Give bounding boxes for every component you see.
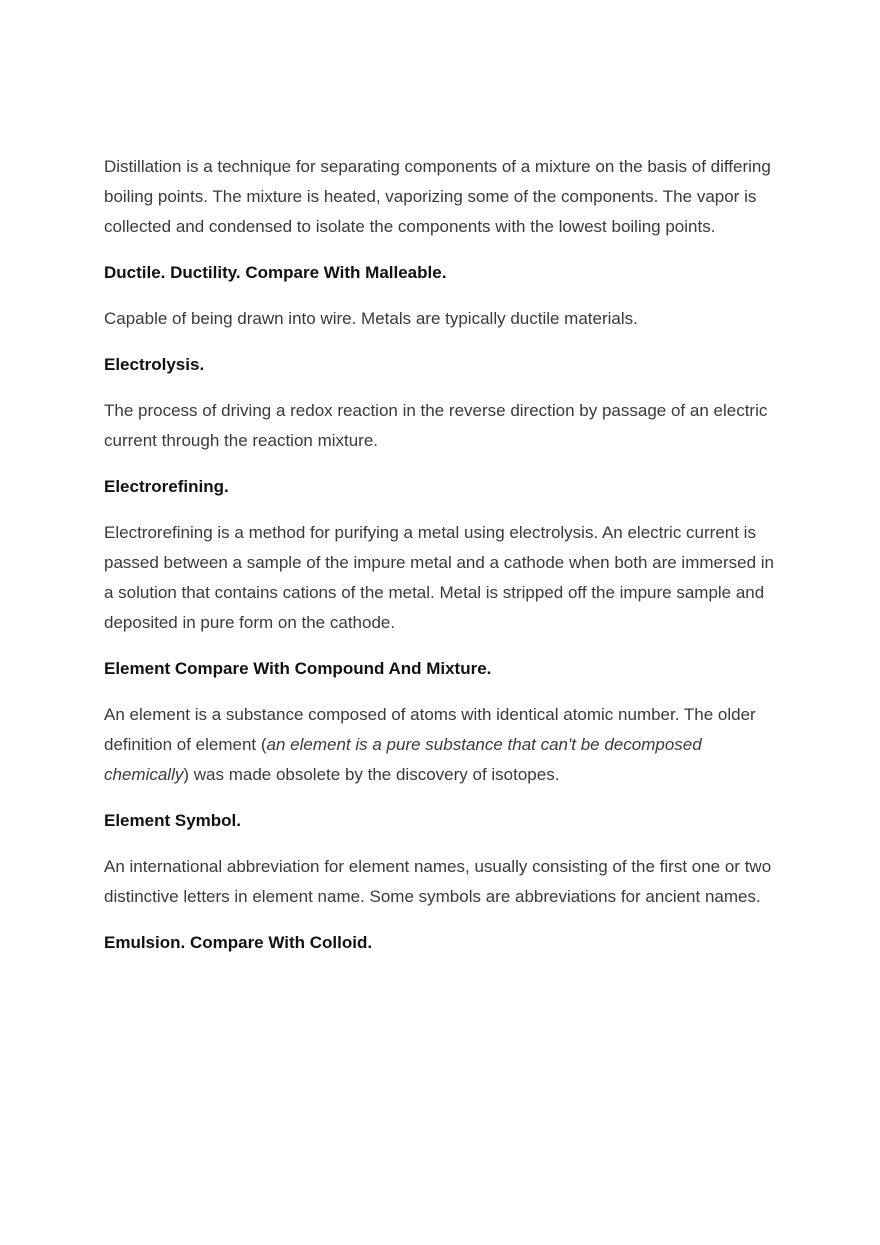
heading-electrolysis: Electrolysis. bbox=[104, 355, 205, 374]
element-definition-italic: an element is a pure substance that can't be decomposed chemically bbox=[104, 735, 702, 784]
heading-electrorefining: Electrorefining. bbox=[104, 477, 229, 496]
ductile-definition: Capable of being drawn into wire. Metals are typically ductile materials. bbox=[104, 309, 638, 328]
element-symbol-definition: An international abbreviation for element names, usually consisting of the first one or two distinctive letters in element name. Some symbols are abbreviations for ancient names. bbox=[104, 857, 772, 906]
heading-element-symbol: Element Symbol. bbox=[104, 811, 241, 830]
heading-ductile: Ductile. Ductility. Compare With Malleable. bbox=[104, 263, 447, 282]
electrolysis-definition: The process of driving a redox reaction in the reverse direction by passage of an electric current through the reaction mixture. bbox=[104, 401, 768, 450]
element-definition bbox=[104, 700, 776, 790]
heading-element: Element Compare With Compound And Mixture. bbox=[104, 659, 492, 678]
element-definition-end: ) was made obsolete by the discovery of isotopes. bbox=[183, 765, 560, 784]
element-definition-start: An element is a substance composed of atoms with identical atomic number. The older definition of element ( bbox=[104, 705, 756, 754]
distillation-definition: Distillation is a technique for separating components of a mixture on the basis of differing boiling points. The mixture is heated, vaporizing some of the components. The vapor is collected and condensed to isolate the components with the lowest boiling points. bbox=[104, 157, 771, 236]
document-page bbox=[104, 152, 776, 974]
heading-emulsion: Emulsion. Compare With Colloid. bbox=[104, 933, 373, 952]
electrorefining-definition: Electrorefining is a method for purifying a metal using electrolysis. An electric current is passed between a sample of the impure metal and a cathode when both are immersed in a solution that contains cations of the metal. Metal is stripped off the impure sample and deposited in pure form on the cathode. bbox=[104, 523, 775, 632]
